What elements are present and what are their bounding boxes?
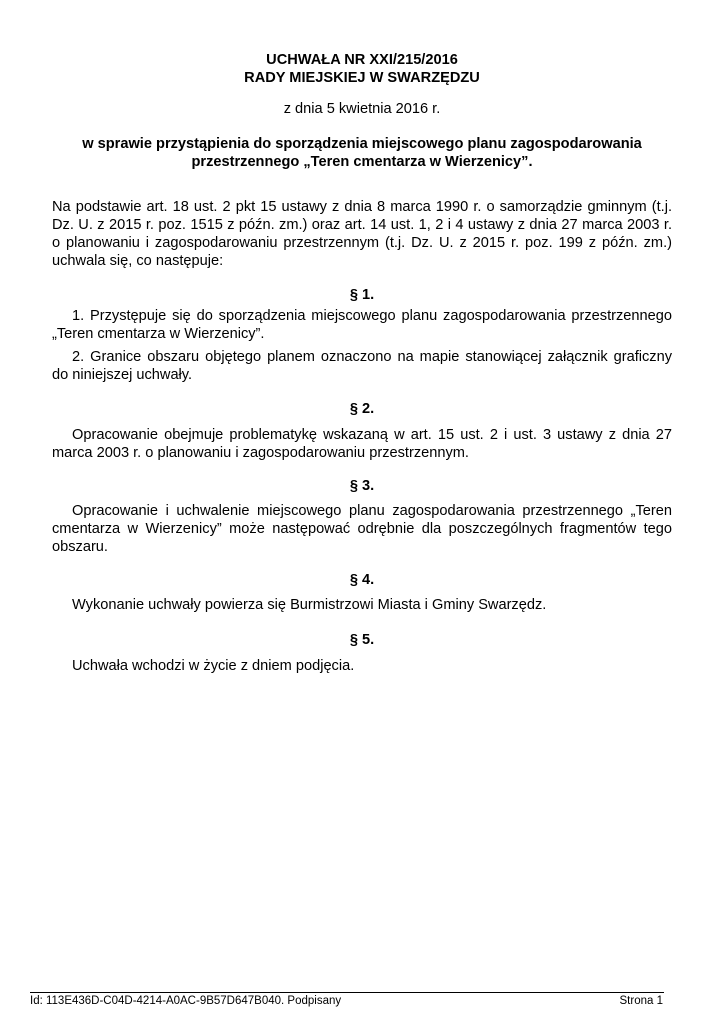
document-subject [52,135,672,171]
section-1-heading: § 1. [349,287,375,303]
section-1-point-1: 1. Przystępuje się do sporządzenia miejscowego planu zagospodarowania przestrzennego „Teren cmentarza w Wierzenicy”. [52,308,672,342]
footer-page-number: Strona 1 [619,995,663,1007]
section-1-point-2: 2. Granice obszaru objętego planem oznaczono na mapie stanowiącej załącznik graficzny do niniejszej uchwały. [52,349,672,383]
subject-line-1: w sprawie przystąpienia do sporządzenia miejscowego planu zagospodarowania [82,136,642,152]
footer-document-id: Id: 113E436D-C04D-4214-A0AC-9B57D647B040. Podpisany [30,995,342,1007]
section-2-heading: § 2. [349,401,375,417]
title-line-2: RADY MIEJSKIEJ W SWARZĘDZU [244,70,480,86]
section-4-text: Wykonanie uchwały powierza się Burmistrzowi Miasta i Gminy Swarzędz. [72,597,547,613]
title-line-1: UCHWAŁA NR XXI/215/2016 [266,52,458,68]
section-5-heading: § 5. [349,632,375,648]
section-3-heading: § 3. [349,478,375,494]
footer-divider [30,992,664,993]
document-date: z dnia 5 kwietnia 2016 r. [283,101,441,117]
subject-line-2: przestrzennego „Teren cmentarza w Wierzenicy”. [191,154,533,170]
section-5-text: Uchwała wchodzi w życie z dniem podjęcia. [72,658,355,674]
section-2-text: Opracowanie obejmuje problematykę wskazaną w art. 15 ust. 2 i ust. 3 ustawy z dnia 27 marca 2003 r. o planowaniu i zagospodarowaniu przestrzennym. [52,427,672,461]
preamble: Na podstawie art. 18 ust. 2 pkt 15 ustawy z dnia 8 marca 1990 r. o samorządzie gminnym (t.j. Dz. U. z 2015 r. poz. 1515 z późn. zm.) oraz art. 14 ust. 1, 2 i 4 ustawy z dnia 27 marca 2003 r. o planowaniu i zagospodarowaniu przestrzennym (t.j. Dz. U. z 2015 r. poz. 199 z późn. zm.) uchwala się, co następuje: [52,199,672,269]
section-4-heading: § 4. [349,572,375,588]
section-3-text: Opracowanie i uchwalenie miejscowego planu zagospodarowania przestrzennego „Teren cmentarza w Wierzenicy” może następować odrębnie dla poszczególnych fragmentów tego obszaru. [52,503,672,555]
document-title [52,51,672,87]
